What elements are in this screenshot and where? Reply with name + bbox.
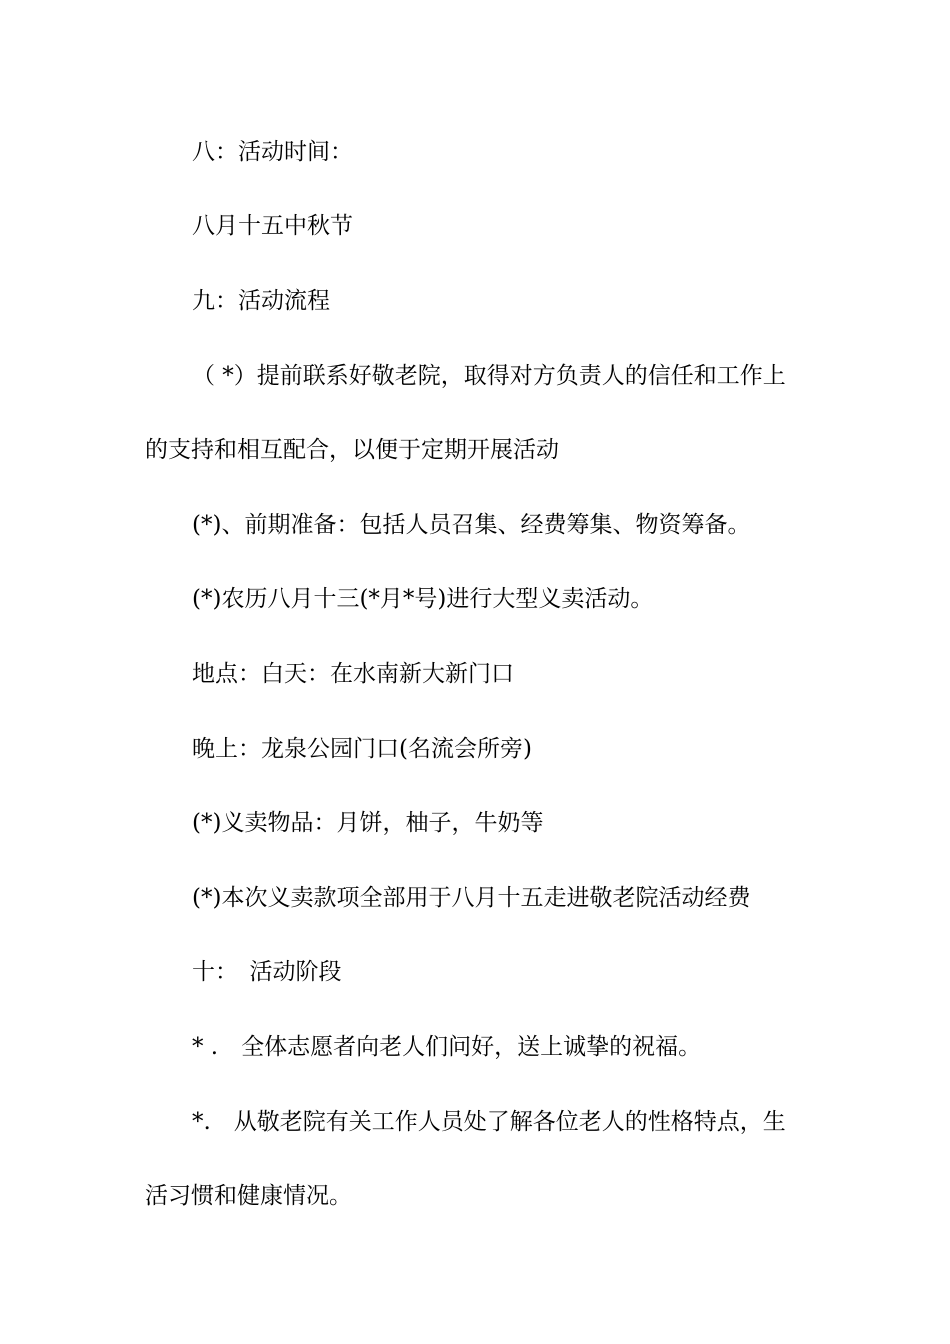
paragraph-line: 地点：白天：在水南新大新门口 bbox=[192, 661, 514, 687]
paragraph-line: *. 从敬老院有关工作人员处了解各位老人的性格特点，生 bbox=[192, 1109, 786, 1135]
heading-activity-stage: 十： 活动阶段 bbox=[192, 959, 342, 985]
paragraph-line: 活习惯和健康情况。 bbox=[145, 1183, 352, 1209]
paragraph-line: (*)义卖物品：月饼，柚子，牛奶等 bbox=[192, 810, 544, 836]
paragraph-line: (*)本次义卖款项全部用于八月十五走进敬老院活动经费 bbox=[192, 885, 751, 911]
paragraph-line: * . 全体志愿者向老人们问好，送上诚挚的祝福。 bbox=[192, 1034, 702, 1060]
heading-activity-process: 九：活动流程 bbox=[192, 288, 330, 314]
paragraph-line: （ *）提前联系好敬老院，取得对方负责人的信任和工作上 bbox=[192, 363, 786, 389]
paragraph-line: 的支持和相互配合，以便于定期开展活动 bbox=[145, 437, 559, 463]
paragraph-line: (*)农历八月十三(*月*号)进行大型义卖活动。 bbox=[192, 586, 654, 612]
paragraph-line: (*)、前期准备：包括人员召集、经费筹集、物资筹备。 bbox=[192, 512, 751, 538]
heading-activity-time: 八：活动时间： bbox=[192, 139, 353, 165]
activity-date: 八月十五中秋节 bbox=[192, 213, 353, 239]
paragraph-line: 晚上：龙泉公园门口(名流会所旁) bbox=[192, 736, 532, 762]
